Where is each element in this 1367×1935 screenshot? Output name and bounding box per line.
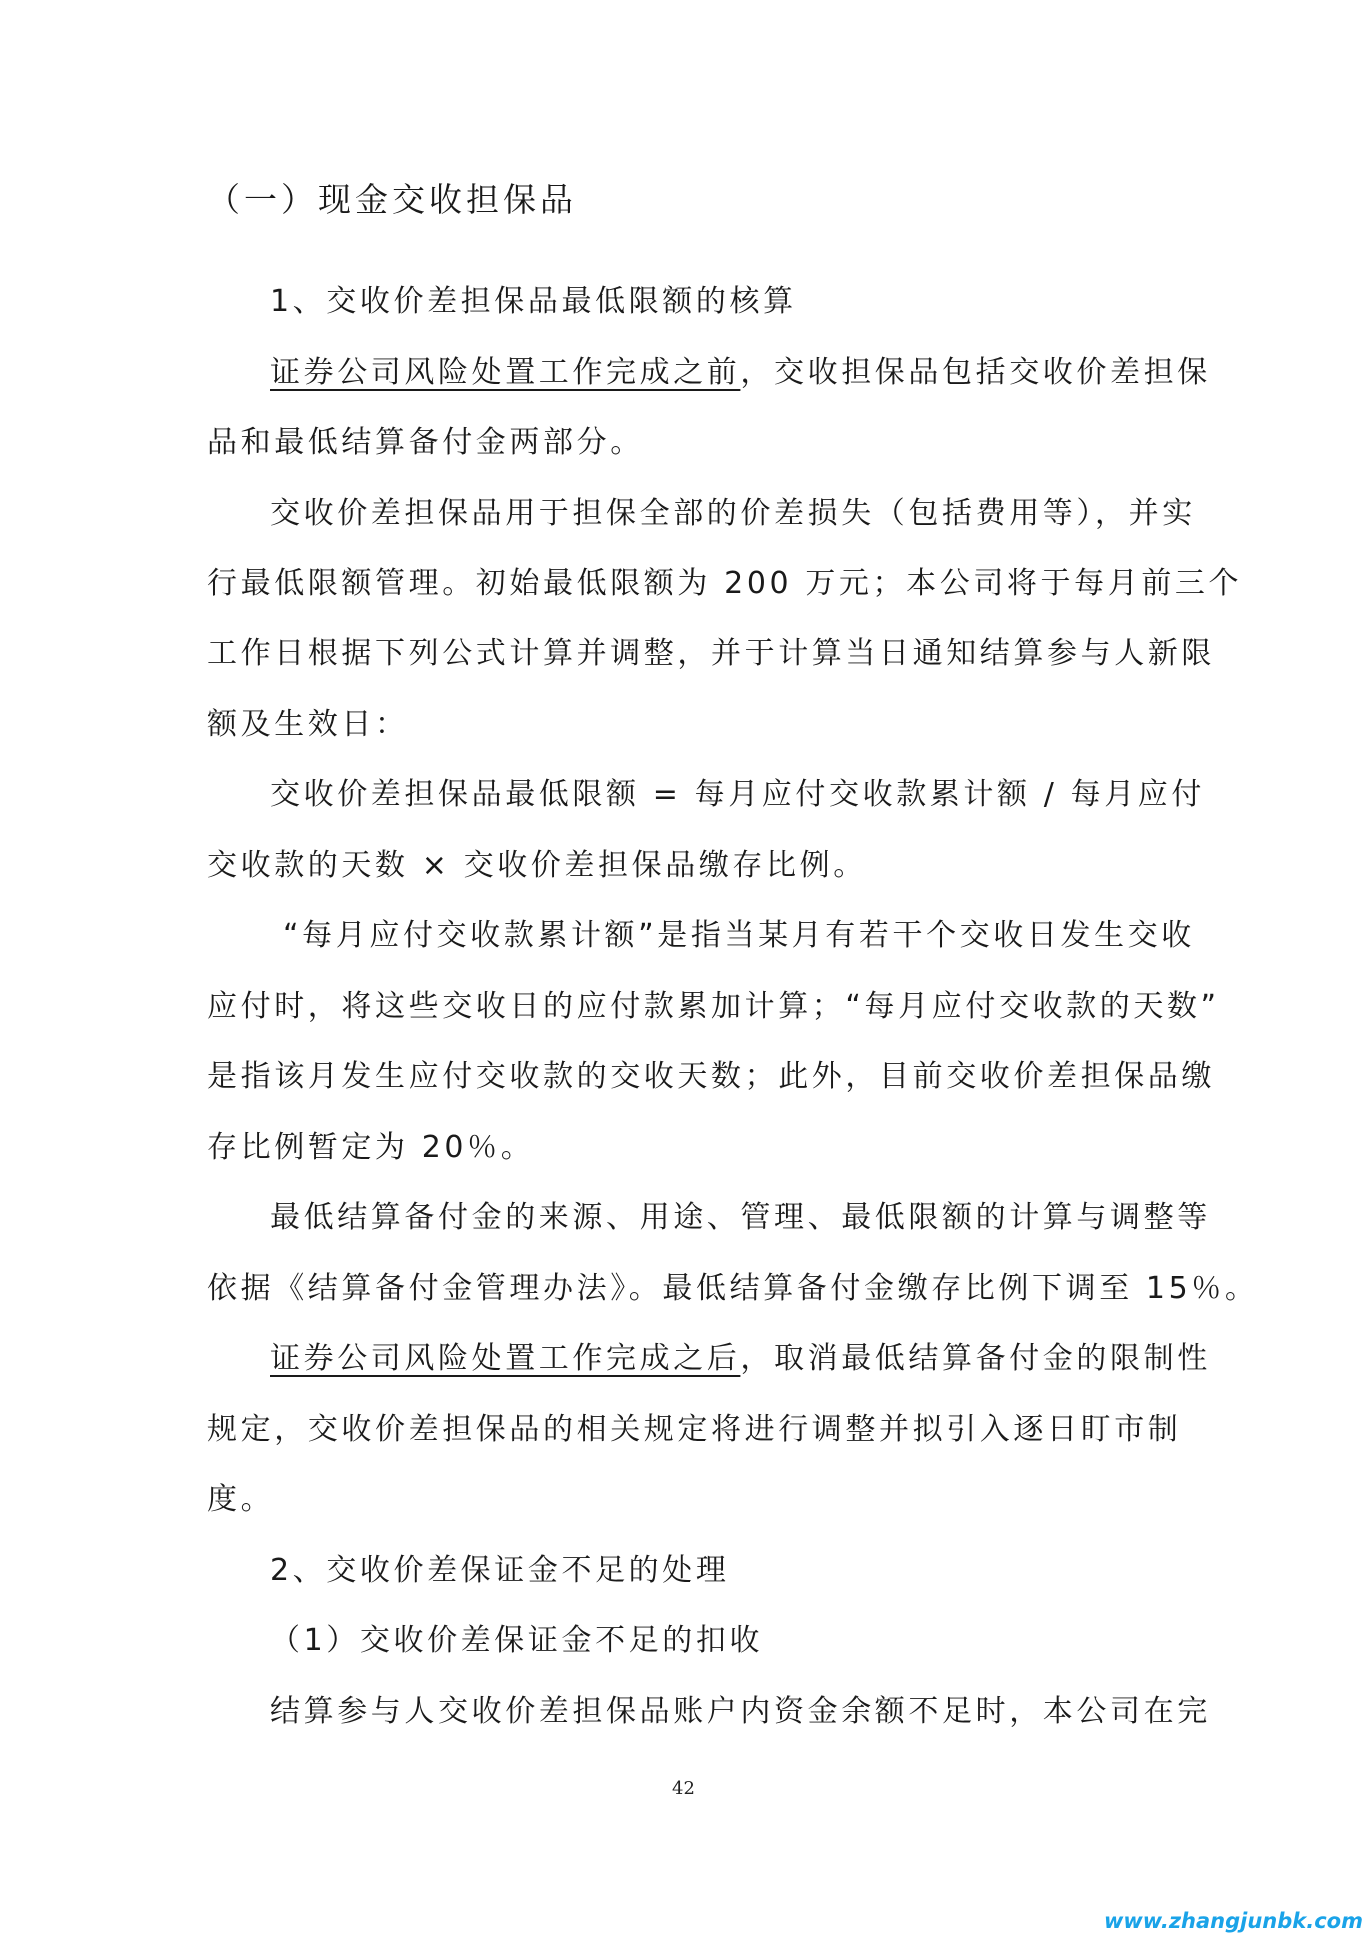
paragraph-2-line-3: 工作日根据下列公式计算并调整，并于计算当日通知结算参与人新限 — [207, 636, 1215, 671]
paragraph-2-line-2: 行最低限额管理。初始最低限额为 200 万元；本公司将于每月前三个 — [207, 566, 1243, 601]
formula-line-2: 交收款的天数 × 交收价差担保品缴存比例。 — [207, 848, 867, 883]
paragraph-1-line-2: 品和最低结算备付金两部分。 — [207, 425, 644, 460]
underlined-phrase-after: 证券公司风险处置工作完成之后 — [270, 1341, 741, 1376]
paragraph-5-line-2: 依据《结算备付金管理办法》。最低结算备付金缴存比例下调至 15％。 — [207, 1271, 1259, 1306]
heading-1: 1、交收价差担保品最低限额的核算 — [270, 284, 797, 319]
paragraph-6-line-2: 规定，交收价差担保品的相关规定将进行调整并拟引入逐日盯市制 — [207, 1412, 1182, 1447]
paragraph-4-line-4: 存比例暂定为 20％。 — [207, 1130, 535, 1165]
paragraph-4-line-3: 是指该月发生应付交收款的交收天数；此外，目前交收价差担保品缴 — [207, 1059, 1215, 1094]
underlined-phrase-before: 证券公司风险处置工作完成之前 — [270, 355, 741, 390]
page-number: 42 — [672, 1778, 695, 1799]
paragraph-6-line-1 — [270, 1339, 1211, 1379]
paragraph-5-line-1: 最低结算备付金的来源、用途、管理、最低限额的计算与调整等 — [270, 1200, 1211, 1235]
watermark-link[interactable]: www.zhangjunbk.com — [1104, 1909, 1363, 1933]
paragraph-1-line-1 — [270, 353, 1211, 393]
formula-line-1: 交收价差担保品最低限额 = 每月应付交收款累计额 / 每月应付 — [270, 777, 1205, 812]
paragraph-4-line-2: 应付时，将这些交收日的应付款累加计算；“每月应付交收款的天数” — [207, 989, 1220, 1024]
heading-2: 2、交收价差保证金不足的处理 — [270, 1553, 730, 1588]
heading-2-1: （1）交收价差保证金不足的扣收 — [270, 1623, 764, 1658]
paragraph-1-line-1-rest: ，交收担保品包括交收价差担保 — [740, 355, 1211, 390]
paragraph-6-line-3: 度。 — [207, 1482, 275, 1517]
paragraph-2-line-4: 额及生效日： — [207, 707, 409, 742]
paragraph-7-line-1: 结算参与人交收价差担保品账户内资金余额不足时，本公司在完 — [270, 1694, 1211, 1729]
section-title: （一）现金交收担保品 — [207, 180, 577, 219]
paragraph-4-line-1: “每月应付交收款累计额”是指当某月有若干个交收日发生交收 — [283, 918, 1195, 953]
paragraph-6-line-1-rest: ，取消最低结算备付金的限制性 — [740, 1341, 1211, 1376]
paragraph-2-line-1: 交收价差担保品用于担保全部的价差损失（包括费用等），并实 — [270, 496, 1196, 531]
